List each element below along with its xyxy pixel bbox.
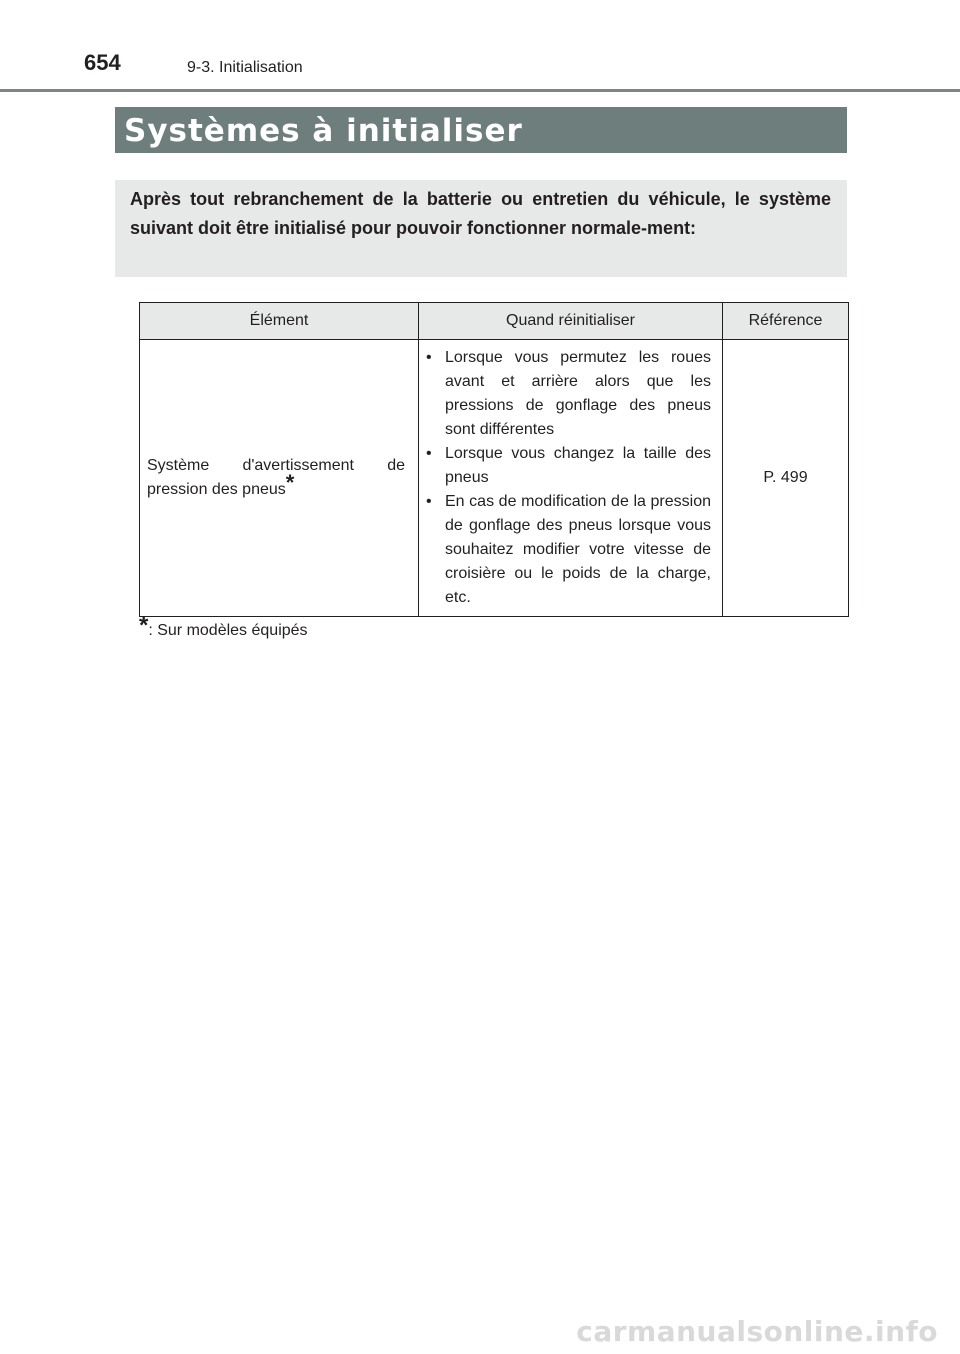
bullet-icon: • <box>426 445 432 462</box>
page-number: 654 <box>84 50 121 75</box>
footnote <box>139 612 308 640</box>
column-header-reference: Référence <box>723 303 849 340</box>
table-header-row <box>140 303 849 340</box>
when-item-text: Lorsque vous changez la taille des pneus <box>445 445 711 486</box>
list-item <box>426 346 711 442</box>
cell-when <box>419 340 723 617</box>
section-title: Systèmes à initialiser <box>124 113 523 149</box>
footnote-asterisk: * <box>139 612 149 639</box>
element-name: Système d'avertissement de pression des pneus <box>147 457 405 498</box>
bullet-icon: • <box>426 349 432 366</box>
intro-text: Après tout rebranchement de la batterie ou entretien du véhicule, le système suivant doit être initialisé pour pouvoir fonctionner normale-ment: <box>130 189 831 238</box>
section-title-bar <box>115 107 847 153</box>
bullet-icon: • <box>426 493 432 510</box>
list-item <box>426 490 711 610</box>
element-asterisk: * <box>285 470 295 495</box>
cell-reference <box>723 340 849 617</box>
when-item-text: En cas de modification de la pression de gonflage des pneus lorsque vous souhaitez modifier votre vitesse de croisière ou le poids de la charge, etc. <box>445 493 711 606</box>
page-reference-link[interactable]: P. 499 <box>763 469 808 486</box>
column-header-element: Élément <box>140 303 419 340</box>
when-item-text: Lorsque vous permutez les roues avant et arrière alors que les pressions de gonflage des pneus sont différentes <box>445 349 711 438</box>
footnote-text: : Sur modèles équipés <box>148 622 308 639</box>
intro-box <box>115 180 847 277</box>
when-list <box>426 346 711 610</box>
list-item <box>426 442 711 490</box>
header-divider <box>0 89 960 92</box>
breadcrumb: 9-3. Initialisation <box>187 59 303 76</box>
watermark: carmanualsonline.info <box>576 1315 938 1348</box>
cell-element <box>140 340 419 617</box>
reference-table <box>139 302 849 617</box>
table-row <box>140 340 849 617</box>
column-header-when: Quand réinitialiser <box>419 303 723 340</box>
